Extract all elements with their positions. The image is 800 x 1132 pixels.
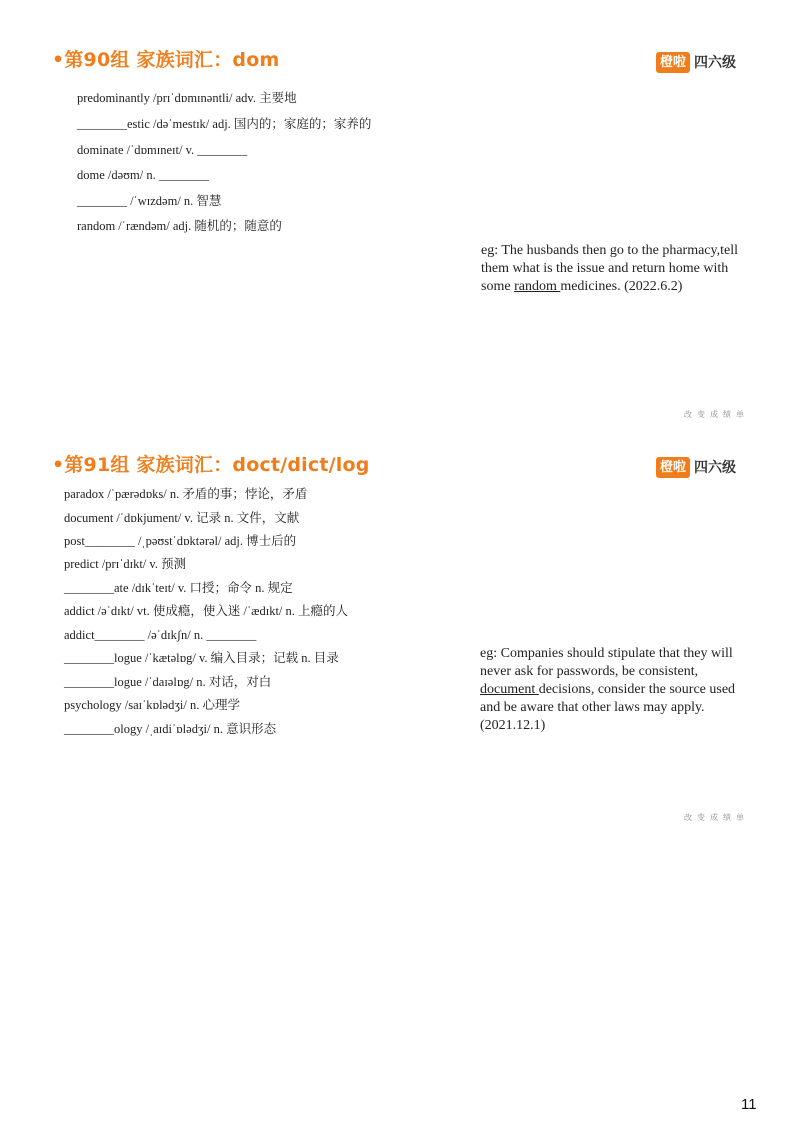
section-91-title: •第91组 家族词汇：doct/dict/log bbox=[52, 454, 370, 476]
section-90-example bbox=[481, 242, 751, 296]
brand-logo-91 bbox=[656, 456, 736, 478]
word-entry: addict /əˈdɪkt/ vt. 使成瘾，使入迷 /ˈædɪkt/ n. 上瘾的人 bbox=[64, 604, 349, 618]
word-entry: paradox /ˈpærədɒks/ n. 矛盾的事；悖论，矛盾 bbox=[64, 487, 308, 501]
example-text-before: eg: Companies should stipulate that they will never ask for passwords, be consistent, bbox=[480, 646, 733, 679]
word-entry: ________estic /dəˈmestɪk/ adj. 国内的；家庭的；家养的 bbox=[77, 117, 372, 131]
example-highlight-word: random bbox=[514, 279, 561, 294]
brand-logo-text: 四六级 bbox=[694, 55, 737, 71]
word-entry: addict________ /əˈdɪkʃn/ n. ________ bbox=[64, 628, 257, 642]
example-highlight-word: document bbox=[480, 682, 539, 697]
brand-logo-mark: 橙啦 bbox=[656, 457, 690, 478]
word-entry: document /ˈdɒkjument/ v. 记录 n. 文件，文献 bbox=[64, 511, 300, 525]
section-90-title: •第90组 家族词汇：dom bbox=[52, 49, 280, 71]
section-91-footer-mark: 改变成绩单 bbox=[684, 813, 749, 822]
word-entry: ________logue /ˈkætəlɒg/ v. 编入目录；记载 n. 目录 bbox=[64, 651, 339, 665]
section-90-footer-mark: 改变成绩单 bbox=[684, 410, 749, 419]
word-entry: random /ˈrændəm/ adj. 随机的；随意的 bbox=[77, 219, 282, 233]
brand-logo-mark: 橙啦 bbox=[656, 52, 690, 73]
word-entry: ________ /ˈwɪzdəm/ n. 智慧 bbox=[77, 194, 222, 208]
word-entry: predominantly /prɪˈdɒmɪnəntli/ adv. 主要地 bbox=[77, 91, 297, 105]
word-entry: post________ /ˌpəʊstˈdɒktərəl/ adj. 博士后的 bbox=[64, 534, 297, 548]
word-entry: ________ate /dɪkˈteɪt/ v. 口授；命令 n. 规定 bbox=[64, 581, 293, 595]
brand-logo-90 bbox=[656, 51, 736, 73]
brand-logo-text: 四六级 bbox=[694, 460, 737, 476]
word-entry: ________logue /ˈdaɪəlɒg/ n. 对话，对白 bbox=[64, 675, 272, 689]
word-entry: psychology /saɪˈkɒlədʒi/ n. 心理学 bbox=[64, 698, 240, 712]
word-entry: dominate /ˈdɒmɪneɪt/ v. ________ bbox=[77, 143, 248, 157]
section-91-example bbox=[480, 645, 752, 735]
example-text-after: decisions, consider the source used and be aware that other laws may apply. (2021.12.1) bbox=[480, 682, 736, 733]
example-text-before: eg: The husbands then go to the pharmacy,tell them what is the issue and return home with some bbox=[481, 243, 738, 294]
word-entry: predict /prɪˈdɪkt/ v. 预测 bbox=[64, 557, 187, 571]
example-text-after: medicines. (2022.6.2) bbox=[560, 279, 683, 294]
word-entry: ________ology /ˌaɪdiˈɒlədʒi/ n. 意识形态 bbox=[64, 722, 277, 736]
page-number: 11 bbox=[741, 1096, 757, 1113]
word-entry: dome /dəʊm/ n. ________ bbox=[77, 168, 209, 182]
